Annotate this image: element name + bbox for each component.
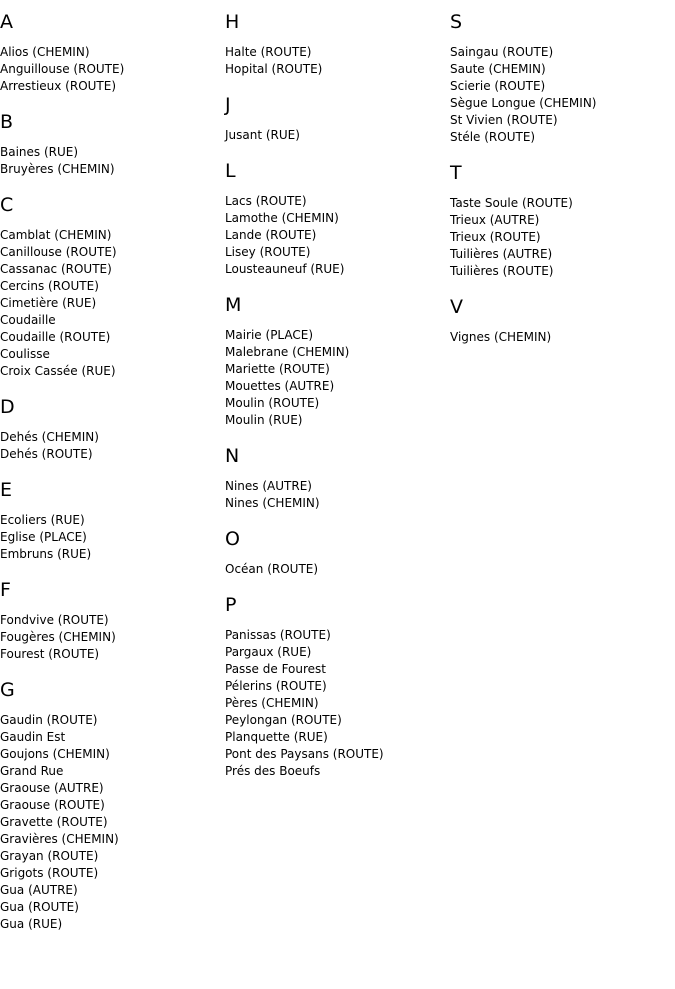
street-entry: Mariette (ROUTE): [225, 362, 330, 376]
street-list: [225, 327, 450, 429]
street-entry: Moulin (RUE): [225, 413, 303, 427]
street-entry: Malebrane (CHEMIN): [225, 345, 350, 359]
street-entry: Saute (CHEMIN): [450, 62, 546, 76]
street-entry: Grigots (ROUTE): [0, 866, 99, 880]
street-entry: Alios (CHEMIN): [0, 45, 90, 59]
street-entry: Gua (ROUTE): [0, 900, 79, 914]
street-entry: Grayan (ROUTE): [0, 849, 99, 863]
street-list: [450, 195, 675, 280]
street-entry: Halte (ROUTE): [225, 45, 312, 59]
letter-heading: P: [225, 594, 237, 616]
letter-heading: V: [450, 296, 463, 318]
street-entry: Pères (CHEMIN): [225, 696, 319, 710]
street-entry: Gua (RUE): [0, 917, 63, 931]
street-list: [450, 44, 675, 146]
street-entry: Prés des Boeufs: [225, 764, 321, 778]
letter-heading: S: [450, 11, 463, 33]
street-list: [0, 712, 225, 933]
street-list: [0, 429, 225, 463]
letter-group: [225, 158, 450, 278]
letter-heading: O: [225, 528, 240, 550]
letter-group: [450, 9, 675, 146]
letter-heading: J: [225, 94, 231, 116]
street-entry: Coudaille (ROUTE): [0, 330, 111, 344]
street-entry: Grand Rue: [0, 764, 64, 778]
street-list: [0, 44, 225, 95]
street-entry: Saingau (ROUTE): [450, 45, 554, 59]
street-entry: Dehés (CHEMIN): [0, 430, 99, 444]
letter-heading: D: [0, 396, 15, 418]
street-entry: Sègue Longue (CHEMIN): [450, 96, 597, 110]
street-entry: Tuilières (ROUTE): [450, 264, 554, 278]
street-entry: Jusant (RUE): [225, 128, 300, 142]
letter-heading: C: [0, 194, 14, 216]
street-entry: Mouettes (AUTRE): [225, 379, 335, 393]
street-entry: Gaudin Est: [0, 730, 66, 744]
letter-heading: E: [0, 479, 13, 501]
street-entry: Anguillouse (ROUTE): [0, 62, 125, 76]
street-list: [225, 44, 450, 78]
letter-group: [0, 577, 225, 663]
street-list: [225, 478, 450, 512]
street-entry: Océan (ROUTE): [225, 562, 319, 576]
street-entry: Planquette (RUE): [225, 730, 328, 744]
letter-group: [225, 592, 450, 780]
street-entry: Gravières (CHEMIN): [0, 832, 119, 846]
street-entry: Fourest (ROUTE): [0, 647, 100, 661]
street-entry: Camblat (CHEMIN): [0, 228, 112, 242]
letter-heading: L: [225, 160, 236, 182]
street-entry: Hopital (ROUTE): [225, 62, 323, 76]
street-entry: Lousteauneuf (RUE): [225, 262, 345, 276]
index-column: [0, 9, 225, 947]
letter-heading: N: [225, 445, 240, 467]
letter-group: [0, 109, 225, 178]
letter-group: [0, 394, 225, 463]
street-list: [0, 512, 225, 563]
street-entry: Passe de Fourest: [225, 662, 326, 676]
street-entry: Dehés (ROUTE): [0, 447, 93, 461]
street-entry: Bruyères (CHEMIN): [0, 162, 115, 176]
street-entry: Arrestieux (ROUTE): [0, 79, 117, 93]
street-entry: St Vivien (ROUTE): [450, 113, 558, 127]
index-column: [225, 9, 450, 794]
street-entry: Pont des Paysans (ROUTE): [225, 747, 384, 761]
letter-group: [225, 292, 450, 429]
street-entry: Nines (CHEMIN): [225, 496, 320, 510]
street-entry: Gaudin (ROUTE): [0, 713, 98, 727]
street-entry: Graouse (ROUTE): [0, 798, 105, 812]
letter-group: [225, 9, 450, 78]
street-entry: Lisey (ROUTE): [225, 245, 311, 259]
street-entry: Tuilières (AUTRE): [450, 247, 553, 261]
street-entry: Coudaille: [0, 313, 56, 327]
street-entry: Eglise (PLACE): [0, 530, 87, 544]
street-entry: Lacs (ROUTE): [225, 194, 307, 208]
street-list: [0, 144, 225, 178]
letter-heading: F: [0, 579, 11, 601]
street-entry: Moulin (ROUTE): [225, 396, 320, 410]
letter-group: [0, 677, 225, 933]
street-list: [0, 227, 225, 380]
street-entry: Pargaux (RUE): [225, 645, 312, 659]
street-list: [0, 612, 225, 663]
street-entry: Panissas (ROUTE): [225, 628, 331, 642]
letter-heading: M: [225, 294, 242, 316]
street-entry: Ecoliers (RUE): [0, 513, 85, 527]
street-list: [225, 561, 450, 578]
street-list: [225, 627, 450, 780]
street-entry: Taste Soule (ROUTE): [450, 196, 573, 210]
street-entry: Lamothe (CHEMIN): [225, 211, 339, 225]
street-entry: Cimetière (RUE): [0, 296, 97, 310]
letter-heading: G: [0, 679, 15, 701]
street-entry: Nines (AUTRE): [225, 479, 312, 493]
street-entry: Fougères (CHEMIN): [0, 630, 116, 644]
street-entry: Vignes (CHEMIN): [450, 330, 552, 344]
street-entry: Cassanac (ROUTE): [0, 262, 112, 276]
letter-group: [450, 160, 675, 280]
street-entry: Peylongan (ROUTE): [225, 713, 342, 727]
letter-group: [225, 443, 450, 512]
street-entry: Graouse (AUTRE): [0, 781, 104, 795]
street-list: [450, 329, 675, 346]
street-entry: Gravette (ROUTE): [0, 815, 108, 829]
index-column: [450, 9, 675, 360]
letter-group: [225, 92, 450, 144]
street-entry: Fondvive (ROUTE): [0, 613, 109, 627]
street-entry: Coulisse: [0, 347, 50, 361]
street-entry: Cercins (ROUTE): [0, 279, 99, 293]
street-entry: Lande (ROUTE): [225, 228, 317, 242]
street-entry: Croix Cassée (RUE): [0, 364, 116, 378]
street-entry: Goujons (CHEMIN): [0, 747, 110, 761]
street-entry: Embruns (RUE): [0, 547, 92, 561]
street-entry: Scierie (ROUTE): [450, 79, 546, 93]
street-entry: Stéle (ROUTE): [450, 130, 536, 144]
street-entry: Trieux (AUTRE): [450, 213, 540, 227]
street-entry: Gua (AUTRE): [0, 883, 78, 897]
street-entry: Canillouse (ROUTE): [0, 245, 117, 259]
letter-group: [225, 526, 450, 578]
letter-group: [0, 477, 225, 563]
street-entry: Pélerins (ROUTE): [225, 679, 327, 693]
street-list: [225, 127, 450, 144]
letter-heading: B: [0, 111, 14, 133]
letter-heading: H: [225, 11, 240, 33]
letter-heading: T: [450, 162, 462, 184]
street-entry: Mairie (PLACE): [225, 328, 314, 342]
street-list: [225, 193, 450, 278]
street-entry: Baines (RUE): [0, 145, 79, 159]
letter-heading: A: [0, 11, 13, 33]
street-entry: Trieux (ROUTE): [450, 230, 541, 244]
letter-group: [0, 192, 225, 380]
letter-group: [450, 294, 675, 346]
letter-group: [0, 9, 225, 95]
